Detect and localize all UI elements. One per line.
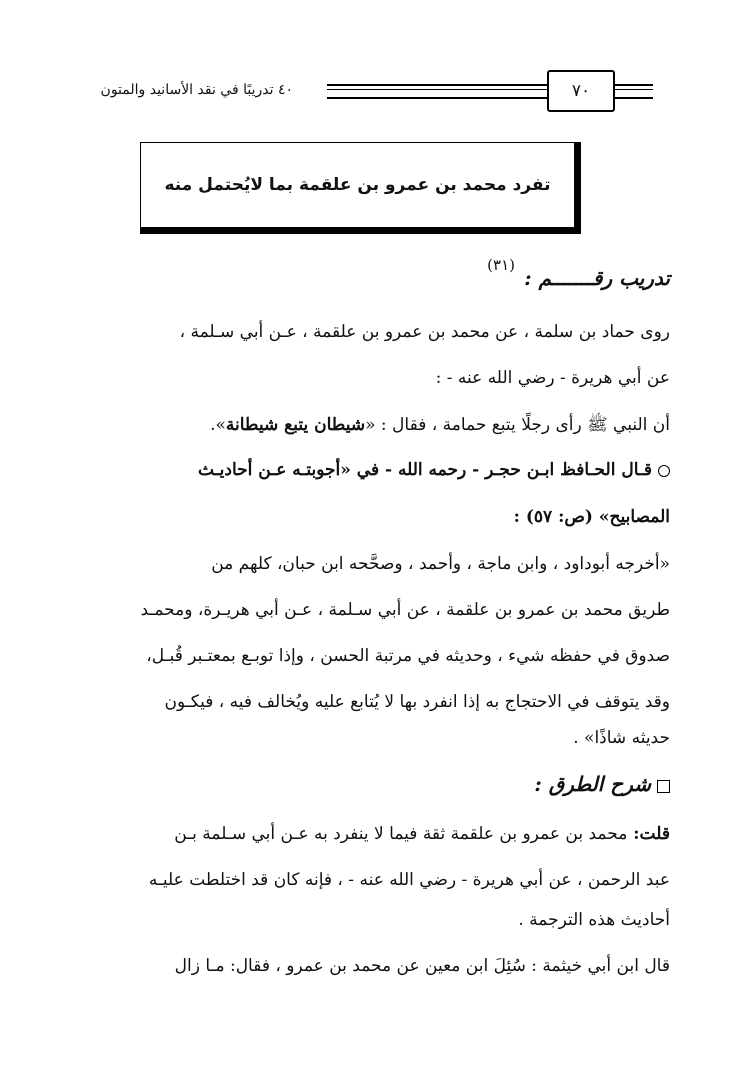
sharh-heading [76,772,670,796]
running-title: ٤٠ تدريبًا في نقد الأسانيد والمتون [100,82,293,98]
line-4 [76,460,670,480]
line-12: عبد الرحمن ، عن أبي هريرة - رضي الله عنه - ، فإنه كان قد اختلطت عليـه [148,870,670,890]
line-7: طريق محمد بن عمرو بن علقمة ، عن أبي سـلمة ، عـن أبي هريـرة، ومحمـد [140,600,670,620]
line-3 [76,414,670,439]
page-number: ٧٠ [547,70,615,112]
page-header [55,70,645,110]
line-11-text: محمد بن عمرو بن علقمة ثقة فيما لا ينفرد به عـن أبي سـلمة بـن [174,824,628,844]
hadith-close: ». [210,415,226,435]
drill-number: (٣١) [487,256,515,274]
line-2: عن أبي هريرة - رضي الله عنه - : [435,368,670,388]
line-5: المصابيح» (ص: ٥٧) : [513,507,670,527]
header-rule-short [615,84,653,99]
line-9: وقد يتوقف في الاحتجاج به إذا انفرد بها لا يُتابع عليه ويُخالف فيه ، فيكـون [164,692,670,712]
section-title-box [140,142,581,234]
line-6: «أخرجه أبوداود ، وابن ماجة ، وأحمد ، وصحَّحه ابن حبان، كلهم من [211,554,670,574]
drill-label: تدريب رقـــــــم : [524,266,670,290]
drill-heading [76,256,670,290]
circle-bullet-icon [658,465,670,477]
line-14: قال ابن أبي خيثمة : سُئِلَ ابن معين عن محمد بن عمرو ، فقال: مـا زال [174,956,670,976]
line-13: أحاديث هذه الترجمة . [518,910,670,930]
sharh-label: شرح الطرق : [534,772,651,796]
line-10: حديثه شاذًا» . [573,728,670,748]
hadith-text: شيطان يتبع شيطانة [225,415,366,435]
section-title: تفرد محمد بن عمرو بن علقمة بما لايُحتمل منه [164,175,551,195]
qultu-label: قلت: [627,824,670,844]
line-1: روى حماد بن سلمة ، عن محمد بن عمرو بن علقمة ، عـن أبي سـلمة ، [179,322,670,342]
line-8: صدوق في حفظه شيء ، وحديثه في مرتبة الحسن ، وإذا توبـع بمعتـبر قُبـل، [146,646,670,666]
line-11 [76,824,670,844]
ibn-hajar-quote: قـال الحـافظ ابـن حجـر - رحمه الله - في «أجوبتـه عـن أحاديـث [197,460,652,480]
hadith-intro: أن النبي ﷺ رأى رجلًا يتبع حمامة ، فقال : « [365,415,670,435]
square-bullet-icon [657,780,670,793]
